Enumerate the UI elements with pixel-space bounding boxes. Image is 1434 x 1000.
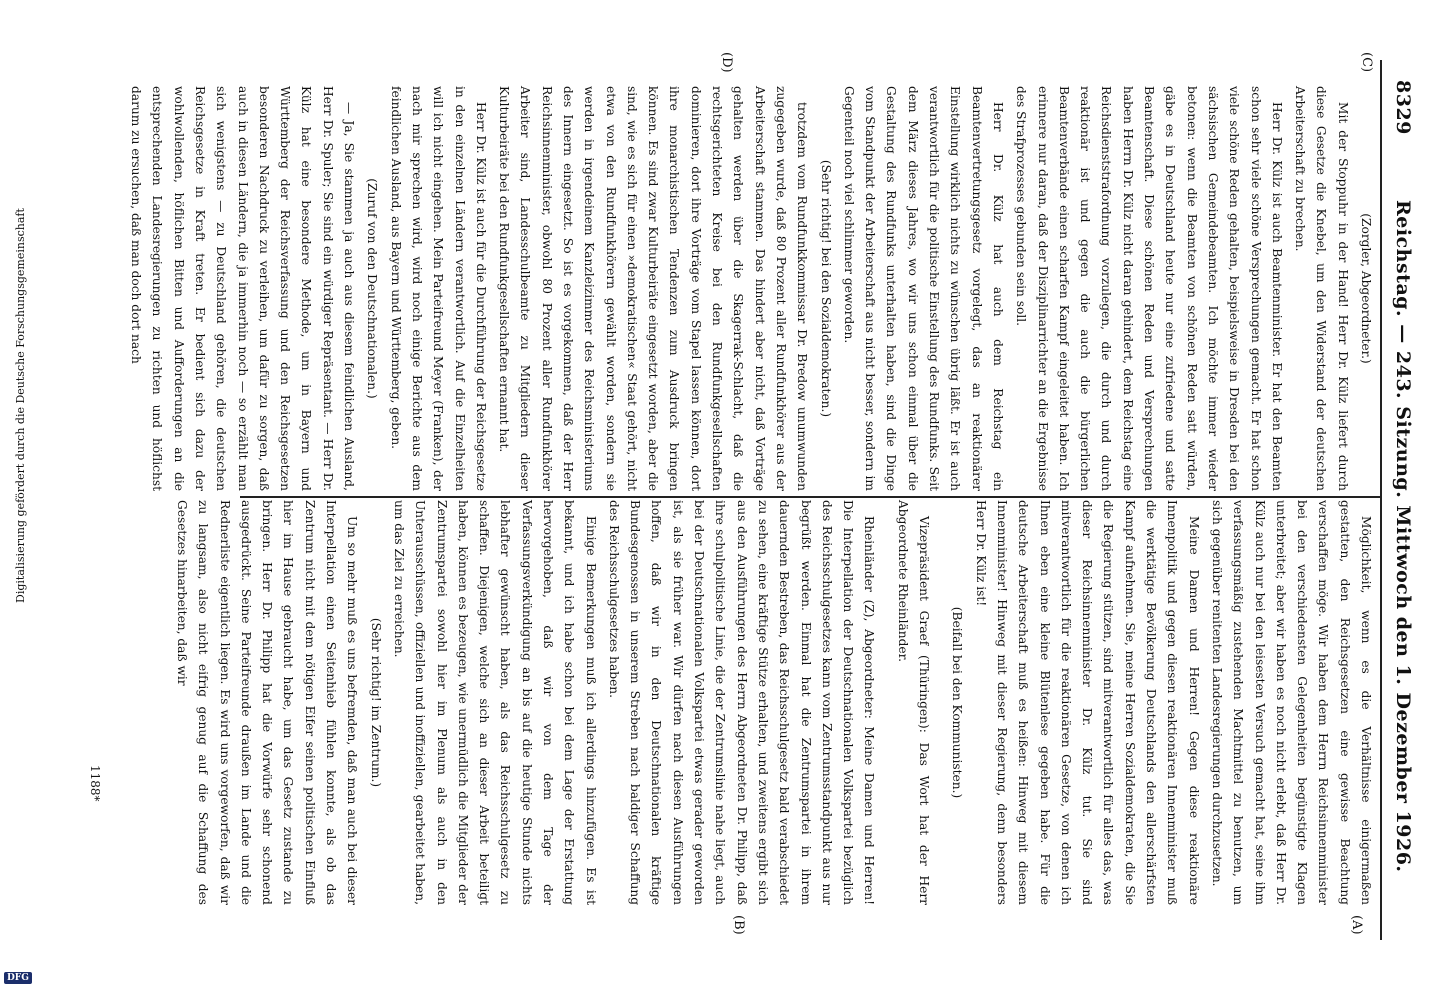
digitization-note: Digitalisierung gefördert durch die Deutsche Forschungsgemeinschaft (14, 208, 27, 603)
paragraph: Meine Damen und Herren! Gegen diese reaktionäre Innenpolitik und gegen diesen reaktionären Innenminister muß die werktätige Bevölkerung Deutschlands den allerschärfsten Kampf aufnehmen. Sie, meine Herren Sozialdemokraten, die Sie die Regierung stützen, sind mitverantwortlich für alles das, was dieser Reichsinnenminister Dr. Külz tut. Sie sind mitverantwortlich für die reaktionären Gesetze, von denen ich Ihnen eben eine kleine Blütenlese gegeben habe. Für die deutsche Arbeiterschaft muß es heißen: Hinweg mit diesem Innenminister! Hinweg mit dieser Regierung, denn besonders Herr Dr. Külz ist! (973, 500, 1201, 905)
page-header (1386, 80, 1416, 920)
interjection: (Zuruf von den Deutschnationalen.) (365, 178, 380, 399)
paragraph: Herr Dr. Külz ist auch Beamtenminister. Er hat den Beamten schon sehr viele schöne Versprechungen gemacht. Er hat schon viele schöne Reden gehalten, beispielsweise in Dresden bei den sächsischen Gemeindebeamten. Ich möchte immer wieder betonen: wenn die Beamten von schönen Reden satt würden, gäbe es in Deutschland heute nur eine zufriedene und satte Beamtenschaft. Diese schönen Reden und Versprechungen haben Herrn Dr. Külz nicht daran gehindert, dem Reichstag eine Reichsdienststrafordnung vorzulegen, die durch und durch reaktionär ist und gegen die auch die bürgerlichen Beamtenverbände einen scharfen Kampf eingeleitet haben. Ich erinnere nur daran, daß der Disziplinarrichter an die Ergebnisse des Strafprozesses gebunden sein soll. (1014, 86, 1284, 491)
paragraph: Herr Dr. Külz hat auch dem Reichstag ein Beamtenvertretungsgesetz vorgelegt, das an reaktionärer Einstellung wirklich nichts zu wünschen übrig läßt. Er ist auch verantwortlich für die politische Einstellung des Rundfunks. Seit dem März dieses Jahres, wo wir uns schon einmal über die Gestaltung des Rundfunks unterhalten haben, sind die Dinge vom Standpunkt der Arbeiterschaft aus nicht besser, sondern im Gegenteil noch viel schlimmer geworden. (841, 86, 1005, 491)
left-text-column (123, 86, 1376, 491)
paragraph: — Ja, Sie stammen ja auch aus diesem feindlichen Ausland, Herr Dr. Spuler; Sie sind ein würdiger Repräsentant. — Herr Dr. Külz hat eine besondere Methode, um in Bayern und Württemberg der Reichsverfassung und den Reichsgesetzen besonderen Nachdruck zu verleihen, um dafür zu sorgen, daß auch in diesen Ländern, die ja immerhin noch — so erzählt man sich wenigstens — zu Deutschland gehören, die deutschen Reichsgesetze in Kraft treten. Er bedient sich dazu der wohlwollenden, höflichen Bitten und Aufforderungen an die entsprechenden Landesregierungen zu richten und höflichst darum zu ersuchen, daß man doch dort nach (129, 86, 357, 491)
right-text-column (169, 500, 1376, 905)
interjection: (Sehr richtig! im Zentrum.) (368, 617, 383, 788)
margin-mark-d: (D) (719, 52, 734, 73)
paragraph: Rheinländer (Z), Abgeordneter: Meine Damen und Herren! Die Interpellation der Deutschnationalen Volkspartei bezüglich des Reichsschulgesetzes kann vom Zentrumsstandpunkt aus nur begrüßt werden. Einmal hat die Zentrumspartei in ihrem dauernden Bestreben, das Reichsschulgesetz bald verabschiedet zu sehen, eine kräftige Stütze erhalten, und zweitens ergibt sich aus den Ausführungen des Herrn Abgeordneten Dr. Philipp, daß ihre schulpolitische Linie, die der Zentrumslinie nahe liegt, auch bei der Deutschnationalen Volkspartei etwas gerader geworden ist, als sie früher war. Wir dürfen nach diesen Ausführungen hoffen, daß wir in den Deutschnationalen kräftige Bundesgenossen in unserem Streben nach baldiger Schaffung des Reichsschulgesetzes haben. (606, 500, 877, 905)
margin-mark-b: (B) (731, 915, 746, 935)
column-divider (240, 496, 1380, 498)
paragraph: Vizepräsident Graef (Thüringen): Das Wort hat der Herr Abgeordnete Rheinländer. (895, 500, 932, 905)
paragraph: trotzdem vom Rundfunkkommissar Dr. Bredow unumwunden zugegeben wurde, daß 80 Prozent aller Rundfunkhörer aus der Arbeiterschaft stammen. Das hindert aber nicht, daß Vorträge gehalten werden über die Skagerrak-Schlacht, daß die rechtsgerichteten Kreise bei den Rundfunkgesellschaften dominieren, dort ihre Vorträge vom Stapel lassen können, dort ihre monarchistischen Tendenzen zum Ausdruck bringen können. Es sind zwar Kulturbeiräte eingesetzt worden, aber die sind, wie es sich für einen »demokratischen« Staat gehört, nicht etwa von den Rundfunkhörern gewählt worden, sondern sie werden in irgendeinem Kanzleizimmer des Reichsministeriums des Innern eingesetzt. So ist es vorgekommen, daß der Herr Reichsinnenminister, obwohl 80 Prozent aller Rundfunkhörer Arbeiter sind, Landesschulbeamte zu Mitgliedern dieser Kulturbeiräte bei den Rundfunkgesellschaften ernannt hat. (497, 86, 810, 491)
paragraph: Um so mehr muß es uns befremden, daß man auch bei dieser Interpellation einen Seitenhieb fühlen konnte, als ob das Zentrum nicht mit dem nötigen Eifer seinen politischen Einfluß hier im Hause gebraucht habe, um das Gesetz zustande zu bringen. Herr Dr. Philipp hat die Vorwürfe sehr schonend ausgedrückt. Seine Parteifreunde draußen im Lande und die Rednerliste eigentlich liegen. Es wird uns vorgeworfen, daß wir zu langsam, also nicht eifrig genug auf die Schaffung des Gesetzes hinarbeiten, daß wir (174, 500, 360, 905)
header-rule (1380, 60, 1382, 940)
dfg-logo: DFG (4, 972, 32, 984)
page-code: 1188* (88, 765, 102, 802)
speaker-line: (Zorgler, Abgeordneter.) (1359, 213, 1373, 364)
page-number: 8329 (1392, 80, 1414, 135)
paragraph: Herr Dr. Külz ist auch für die Durchführung der Reichsgesetze in den einzelnen Ländern verantwortlich. Auf die Einzelheiten will ich nicht eingehen. Mein Parteifreund Meyer (Franken), der nach mir sprechen wird, wird noch einige Berichte aus dem feindlichen Ausland, aus Bayern und Württemberg, geben. (388, 86, 488, 491)
interjection: (Sehr richtig! bei den Sozialdemokraten.) (818, 159, 833, 418)
margin-mark-a: (A) (1349, 915, 1364, 935)
margin-mark-c: (C) (1359, 52, 1374, 73)
running-title: Reichstag. — 243. Sitzung. Mittwoch den 1. Dezember 1926. (1392, 200, 1414, 873)
paragraph: Einige Bemerkungen muß ich allerdings hinzufügen. Es ist bekannt, und ich habe schon bei dem Lage der Erstattung hervorgehoben, daß wir von dem Tage der Verfassungsverkündigung an bis auf die heutige Stunde nichts lebhafter gewünscht haben, als das Reichsschulgesetz zu schaffen. Diejenigen, welche sich an dieser Arbeit beteiligt haben, können es bezeugen, wie unermüdlich die Mitglieder der Zentrumspartei sowohl hier im Plenum als auch in den Unterausschüssen, offiziellen und inoffiziellen, gearbeitet haben, um das Ziel zu erreichen. (391, 500, 598, 905)
paragraph: Mit der Stoppuhr in der Hand! Herr Dr. Külz liefert durch diese Gesetze die Knebel, um den Widerstand der deutschen Arbeiterschaft zu brechen. (1293, 86, 1350, 491)
interjection: (Beifall bei den Kommunisten.) (950, 606, 965, 799)
paragraph: Möglichkeit, wenn es die Verhältnisse einigermaßen gestatten, den Reichsgesetzen eine gewisse Beachtung verschaffen möge. Wir haben dem Herrn Reichsinnenminister bei den verschiedensten Gelegenheiten begünstigte Klagen unterbreitet; aber wir haben es noch nicht erlebt, daß Herr Dr. Külz auch nur bei den leisesten Versuch gemacht hat, seine ihm verfassungsmäßig zustehenden Machtmittel zu benutzen, um sich gegenüber renitenten Landesregierungen durchzusetzen. (1209, 500, 1373, 905)
